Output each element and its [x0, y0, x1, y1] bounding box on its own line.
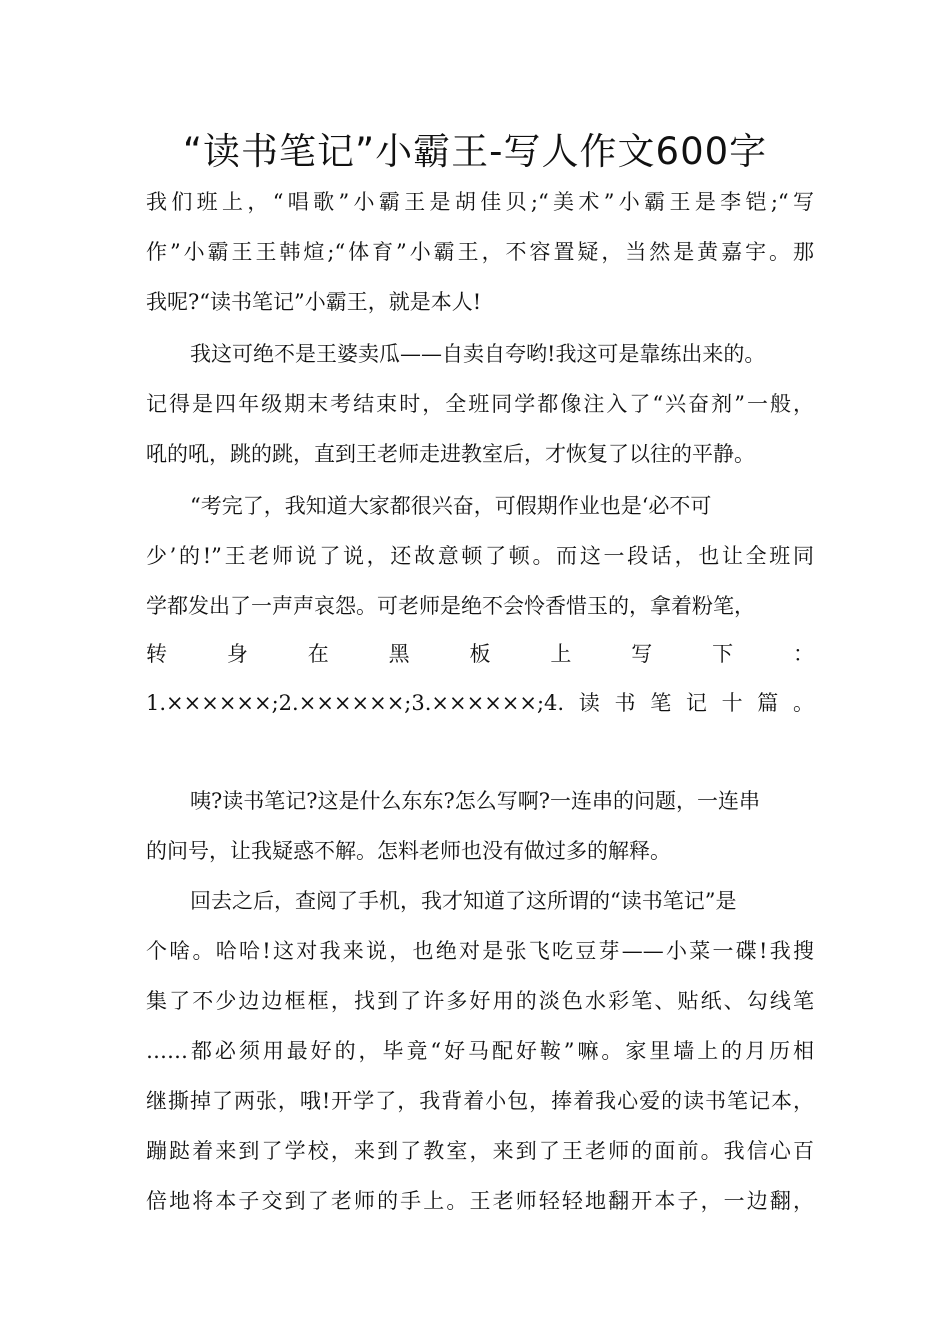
spread-char: 上 — [550, 642, 572, 666]
text-line: 少’的!”王老师说了说，还故意顿了顿。而这一段话，也让全班同 — [146, 544, 814, 568]
spread-char: 写 — [631, 642, 653, 666]
text-line: 记得是四年级期末考结束时，全班同学都像注入了“兴奋剂”一般， — [146, 392, 814, 416]
text-line: 我这可绝不是王婆卖瓜——自卖自夸哟!我这可是靠练出来的。 — [190, 342, 766, 366]
document-title: “读书笔记”小霸王-写人作文600字 — [182, 130, 768, 173]
text-line: 我们班上，“唱歌”小霸王是胡佳贝;“美术”小霸王是李铠;“写 — [146, 190, 814, 214]
text-line: 吼的吼，跳的跳，直到王老师走进教室后，才恢复了以往的平静。 — [146, 442, 755, 466]
text-line: 学都发出了一声声哀怨。可老师是绝不会怜香惜玉的，拿着粉笔， — [146, 594, 755, 618]
text-line: 的问号，让我疑惑不解。怎料老师也没有做过多的解释。 — [146, 839, 671, 863]
text-line: 个啥。哈哈!这对我来说，也绝对是张飞吃豆芽——小菜一碟!我搜 — [146, 939, 814, 963]
text-line: 1.××××××;2.××××××;3.××××××;4.读书笔记十篇。 — [146, 691, 814, 715]
text-line: 咦?读书笔记?这是什么东东?怎么写啊?一连串的问题，一连串 — [190, 789, 761, 813]
text-line: 我呢?“读书笔记”小霸王，就是本人! — [146, 290, 482, 314]
text-line: 回去之后，查阅了手机，我才知道了这所谓的“读书笔记”是 — [190, 889, 737, 913]
spread-text-line — [146, 629, 814, 679]
text-line: “考完了，我知道大家都很兴奋，可假期作业也是‘必不可 — [190, 494, 712, 518]
text-line: 继撕掉了两张，哦!开学了，我背着小包，捧着我心爱的读书笔记本， — [146, 1089, 814, 1113]
spread-char: ： — [793, 642, 814, 666]
spread-char: 黑 — [388, 642, 410, 666]
spread-char: 转 — [146, 642, 167, 666]
spread-char: 下 — [712, 642, 734, 666]
text-line: 蹦跶着来到了学校，来到了教室，来到了王老师的面前。我信心百 — [146, 1139, 814, 1163]
text-line: 集了不少边边框框，找到了许多好用的淡色水彩笔、贴纸、勾线笔 — [146, 989, 814, 1013]
text-line: 倍地将本子交到了老师的手上。王老师轻轻地翻开本子，一边翻， — [146, 1189, 814, 1213]
spread-char: 在 — [307, 642, 329, 666]
text-line: ……都必须用最好的，毕竟“好马配好鞍”嘛。家里墙上的月历相 — [146, 1039, 814, 1063]
spread-char: 身 — [226, 642, 248, 666]
text-line: 作”小霸王王韩煊;“体育”小霸王，不容置疑，当然是黄嘉宇。那 — [146, 240, 814, 264]
spread-char: 板 — [469, 642, 491, 666]
